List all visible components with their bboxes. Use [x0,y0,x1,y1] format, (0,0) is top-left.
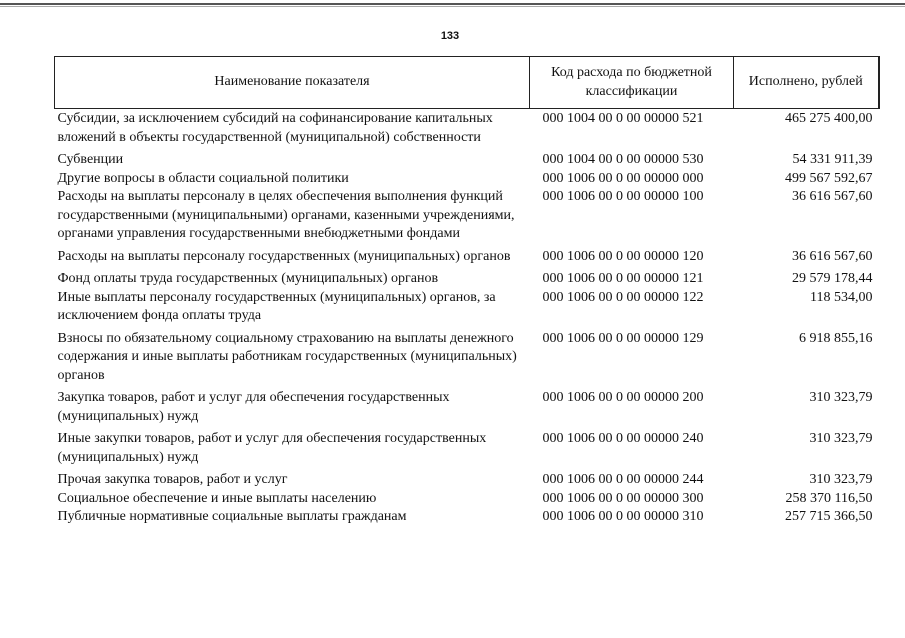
table-row [55,170,879,189]
row-amount: 36 616 567,60 [792,248,873,264]
row-amount: 6 918 855,16 [799,330,873,346]
row-amount: 258 370 116,50 [785,490,873,506]
row-code: 000 1006 00 0 00 00000 244 [542,472,704,487]
row-code: 000 1006 00 0 00 00000 100 [542,189,704,204]
table-row [55,385,879,426]
row-code: 000 1004 00 0 00 00000 530 [542,152,704,167]
table-row [55,426,879,467]
table-row [55,508,879,527]
row-amount: 54 331 911,39 [792,152,873,167]
header-executed-amount: Исполнено, рублей [734,57,879,109]
row-code: 000 1006 00 0 00 00000 240 [542,431,704,446]
row-amount: 118 534,00 [810,289,873,305]
row-name: Фонд оплаты труда государственных (муниципальных) органов [57,271,439,286]
table-row [55,188,879,244]
row-name: Иные выплаты персоналу государственных (муниципальных) органов, за исключением фонда оплаты труда [57,289,496,323]
row-code: 000 1006 00 0 00 00000 200 [542,390,704,405]
row-amount: 29 579 178,44 [792,271,873,286]
row-amount: 310 323,79 [809,390,873,405]
row-name: Социальное обеспечение и иные выплаты населению [57,490,377,506]
header-budget-code: Код расхода по бюджетной классификации [530,57,734,109]
row-name: Субсидии, за исключением субсидий на софинансирование капитальных вложений в объекты государственной (муниципальной) собственности [57,111,493,145]
table-row [55,467,879,490]
row-code: 000 1006 00 0 00 00000 120 [542,248,704,264]
row-name: Взносы по обязательному социальному страхованию на выплаты денежного содержания и иные выплаты работникам государственных (муниципальных) органов [57,330,517,383]
top-border-line [0,3,905,5]
row-amount: 310 323,79 [809,431,873,446]
row-name: Прочая закупка товаров, работ и услуг [57,472,288,487]
header-indicator-name: Наименование показателя [55,57,530,109]
row-name: Другие вопросы в области социальной политики [57,170,349,186]
table-row [55,244,879,267]
row-amount: 310 323,79 [809,472,873,487]
row-code: 000 1004 00 0 00 00000 521 [542,111,704,126]
row-code: 000 1006 00 0 00 00000 300 [542,490,704,506]
table-row [55,147,879,170]
row-code: 000 1006 00 0 00 00000 129 [542,330,704,346]
table-row [55,109,879,148]
row-amount: 36 616 567,60 [792,189,873,204]
row-amount: 499 567 592,67 [785,170,873,186]
budget-execution-table [54,56,880,527]
row-code: 000 1006 00 0 00 00000 000 [542,170,704,186]
row-name: Иные закупки товаров, работ и услуг для обеспечения государственных (муниципальных) нужд [57,431,487,465]
row-name: Расходы на выплаты персоналу в целях обеспечения выполнения функций государственными (муниципальными) органами, казенными учреждениями, органами управления государственными внебюджетными фондами [57,189,515,241]
row-name: Закупка товаров, работ и услуг для обеспечения государственных (муниципальных) нужд [57,390,450,424]
row-code: 000 1006 00 0 00 00000 310 [542,509,704,524]
row-code: 000 1006 00 0 00 00000 121 [542,271,704,286]
row-name: Субвенции [57,152,124,167]
row-amount: 257 715 366,50 [785,509,873,524]
row-code: 000 1006 00 0 00 00000 122 [542,289,704,305]
table-header-row [55,57,879,109]
page-number: 133 [440,30,460,42]
top-border-line-secondary [0,6,905,7]
table-row [55,266,879,289]
row-amount: 465 275 400,00 [785,111,873,126]
table-row [55,490,879,509]
table-row [55,326,879,386]
row-name: Расходы на выплаты персоналу государственных (муниципальных) органов [57,248,511,264]
table-row [55,289,879,326]
row-name: Публичные нормативные социальные выплаты гражданам [57,509,407,524]
